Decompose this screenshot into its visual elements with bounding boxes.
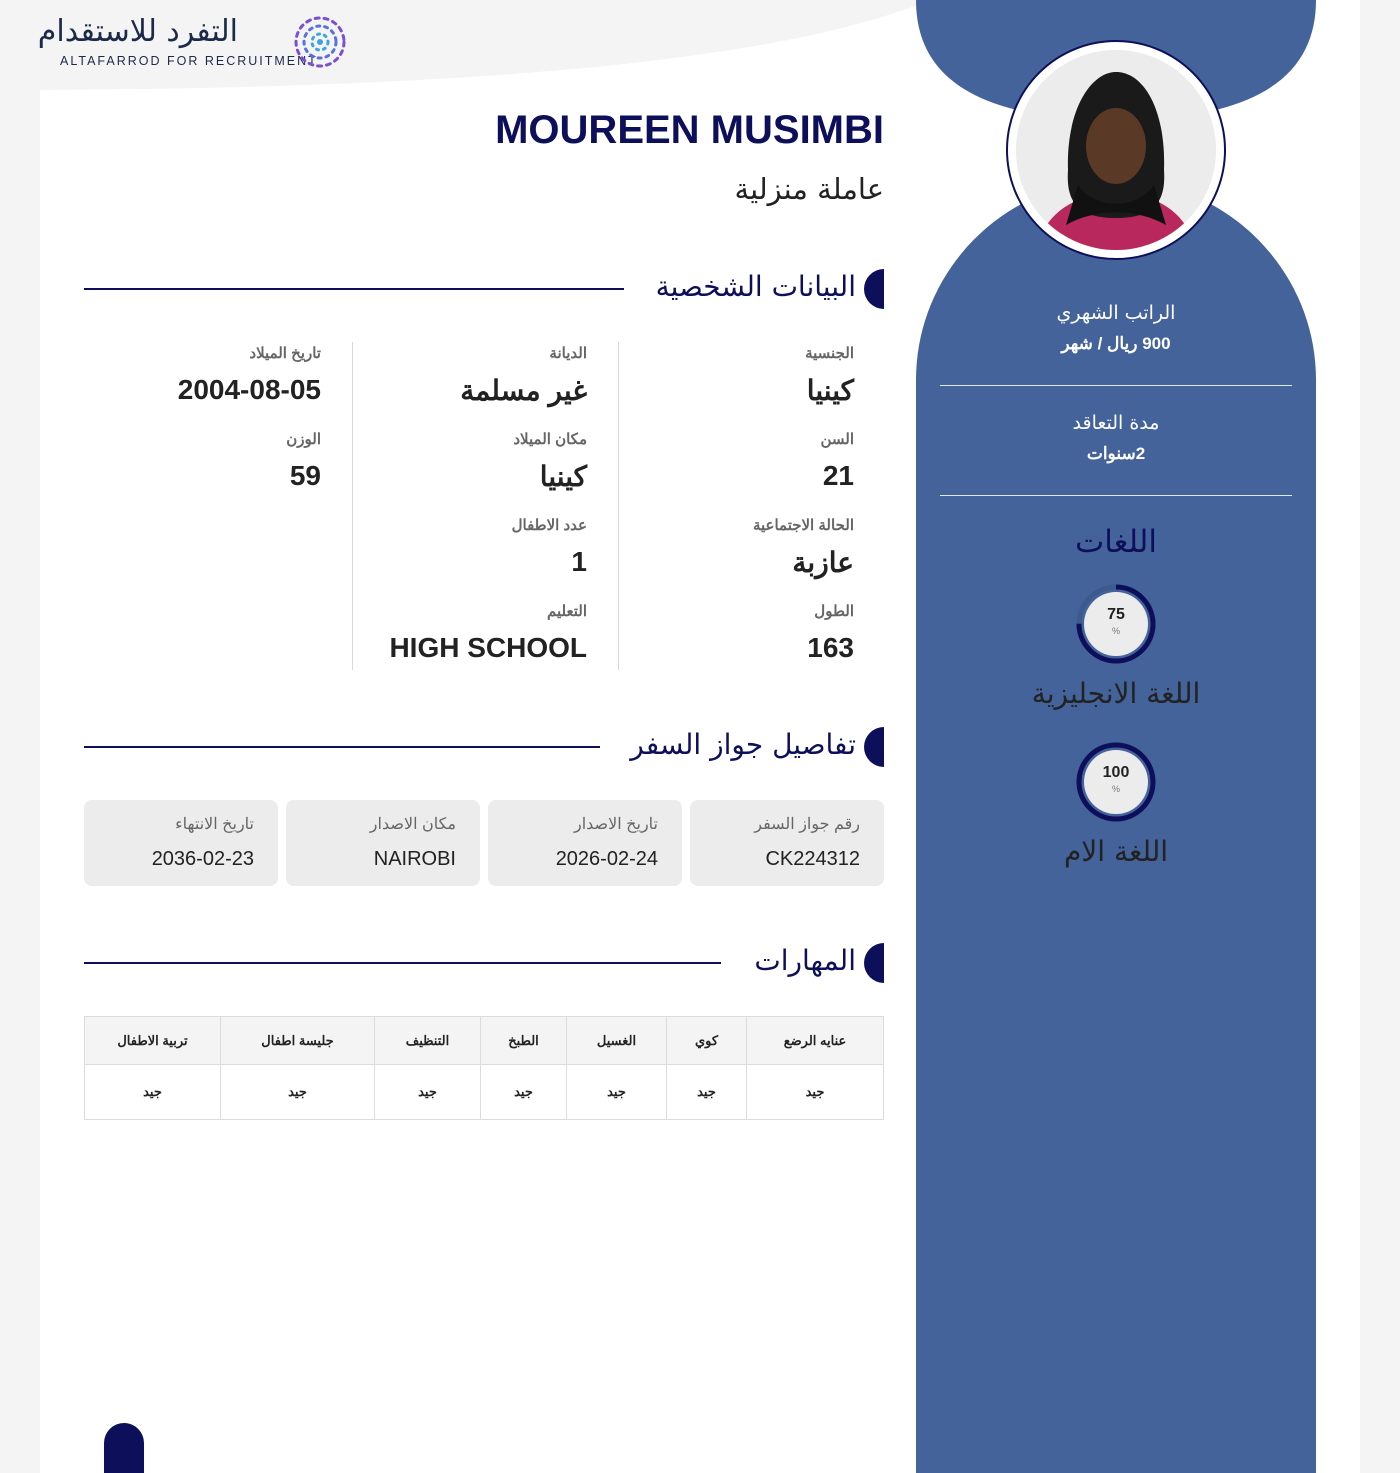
field-label: الطول [814,603,854,620]
language-name: اللغة الانجليزية [1031,677,1201,710]
field-nationality [805,344,854,407]
field-label: الوزن [286,431,321,448]
gauge-percent-sign: % [1111,784,1120,794]
field-label: مكان الميلاد [513,431,587,448]
card-label: رقم جواز السفر [754,816,860,833]
section-title: المهارات [754,944,856,977]
card-value: NAIROBI [373,848,456,870]
passport-issue-place-card [286,800,480,886]
languages-title: اللغات [1075,524,1157,560]
gauge-value: 75 [1107,606,1125,623]
sidebar-divider [940,495,1292,496]
skill-level: جيد [667,1065,747,1120]
field-value: غير مسلمة [460,375,587,406]
field-weight [286,430,321,492]
field-label: السن [820,431,854,448]
card-label: مكان الاصدار [369,816,456,833]
field-height [807,602,854,664]
field-value: 21 [822,460,854,491]
skill-level: جيد [567,1065,667,1120]
skill-level: جيد [375,1065,481,1120]
skill-level: جيد [747,1065,884,1120]
gauge-percent-sign: % [1111,626,1120,636]
field-birth-date [178,344,321,406]
contract-label: مدة التعاقد [1072,412,1160,434]
field-label: الديانة [549,345,587,362]
skill-header: الغسيل [567,1017,667,1065]
salary-label: الراتب الشهري [1056,302,1176,324]
section-divider [84,962,721,964]
person-photo-icon [1016,50,1216,250]
card-label: تاريخ الانتهاء [175,816,254,833]
contract-block [940,412,1292,464]
field-value: 59 [289,460,321,491]
skills-level-row [85,1065,884,1120]
language-name: اللغة الام [1063,835,1169,868]
field-label: تاريخ الميلاد [249,345,321,362]
skills-header-row [85,1017,884,1065]
personal-section-header [84,267,884,311]
section-divider [84,288,624,290]
field-religion [460,344,587,407]
contract-value: 2سنوات [1086,444,1146,463]
field-value: عازبة [792,547,854,578]
field-marital-status [753,516,854,579]
skill-level: جيد [481,1065,567,1120]
field-value: 1 [571,546,587,577]
passport-issue-date-card [488,800,682,886]
skill-level: جيد [85,1065,221,1120]
section-marker [864,943,884,983]
field-label: التعليم [547,603,587,620]
passport-number-card [690,800,884,886]
language-gauge [1074,740,1158,824]
skills-table [84,1016,884,1120]
candidate-name: MOUREEN MUSIMBI [495,108,884,152]
field-value: 163 [807,632,854,663]
column-divider [352,342,353,670]
field-age [820,430,854,492]
skills-section-header [84,941,884,985]
skill-header: تربية الاطفال [85,1017,221,1065]
section-divider [84,746,600,748]
field-label: الحالة الاجتماعية [752,517,854,534]
section-title: تفاصيل جواز السفر [630,728,856,761]
profile-photo [1016,50,1216,250]
skill-header: كوي [667,1017,747,1065]
salary-value: 900 ريال / شهر [1061,334,1171,353]
field-birth-place [513,430,587,493]
field-label: الجنسية [805,345,854,362]
field-value: كينيا [539,461,587,492]
skill-level: جيد [221,1065,375,1120]
field-label: عدد الاطفال [511,517,587,534]
sidebar-divider [940,385,1292,386]
skill-header: التنظيف [375,1017,481,1065]
field-value: HIGH SCHOOL [389,632,587,663]
salary-block [940,302,1292,354]
field-value: كينيا [806,375,854,406]
footer-marker [104,1423,144,1473]
card-value: 2036-02-23 [151,848,254,870]
passport-expiry-card [84,800,278,886]
passport-section-header [84,725,884,769]
field-education [389,602,587,664]
profile-photo-frame [1006,40,1226,260]
section-title: البيانات الشخصية [655,270,856,303]
column-divider [618,342,619,670]
section-marker [864,727,884,767]
logo-english-text: ALTAFARROD FOR RECRUITMENT [60,54,318,68]
section-marker [864,269,884,309]
card-value: 2026-02-24 [555,848,658,870]
gauge-value: 100 [1102,764,1130,781]
logo-arabic-text: التفرد للاستقدام [37,14,238,49]
field-children [512,516,587,578]
card-label: تاريخ الاصدار [573,816,658,833]
skill-header: جليسة اطفال [221,1017,375,1065]
field-value: 2004-08-05 [177,374,321,405]
job-title: عاملة منزلية [734,172,884,206]
language-gauge [1074,582,1158,666]
skill-header: الطبخ [481,1017,567,1065]
card-value: CK224312 [765,848,860,870]
skill-header: عنايه الرضع [747,1017,884,1065]
